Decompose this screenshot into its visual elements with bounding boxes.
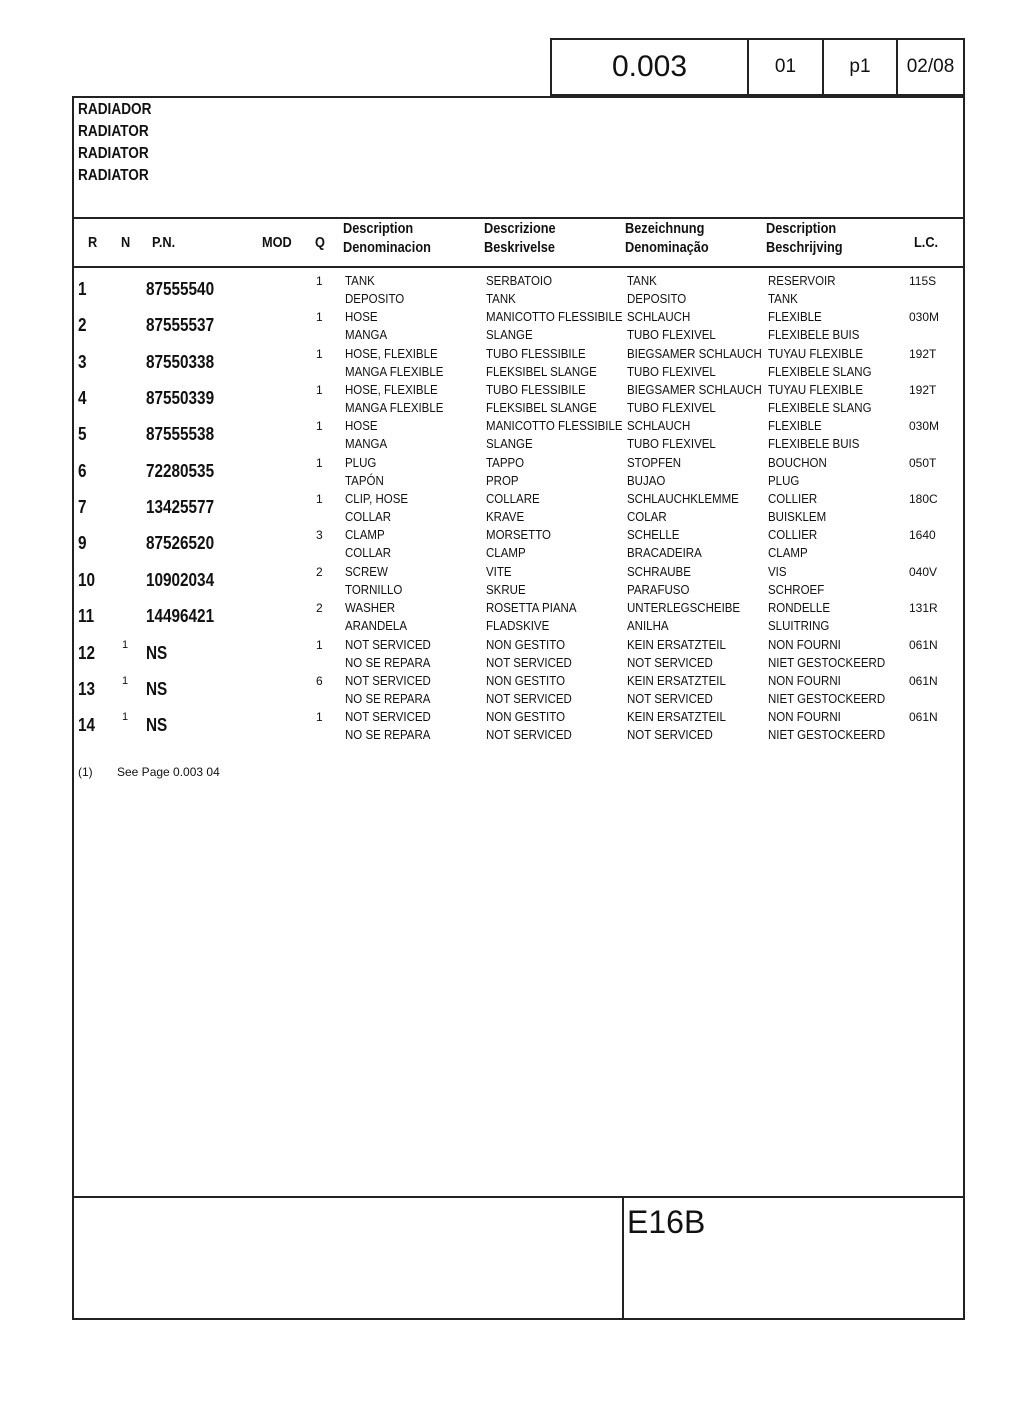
row-desc-da: FLEKSIBEL SLANGE: [486, 364, 597, 379]
row-desc-es: MANGA FLEXIBLE: [345, 364, 444, 379]
revision-date: 02/08: [906, 56, 955, 77]
title-italian: RADIATOR: [78, 145, 149, 162]
table-row: [0, 600, 1024, 636]
row-ref: 5: [78, 424, 87, 445]
row-desc-es: COLLAR: [345, 546, 392, 561]
col-r: R: [88, 235, 98, 251]
table-row: [0, 637, 1024, 673]
row-ref: 4: [78, 388, 87, 409]
row-desc-it: TUBO FLESSIBILE: [486, 383, 586, 398]
row-desc-de: SCHLAUCH: [627, 310, 691, 325]
page-number: p1: [824, 40, 898, 94]
row-desc-en: NOT SERVICED: [345, 710, 431, 725]
col-pn: P.N.: [152, 235, 176, 251]
row-lc: 030M: [909, 419, 940, 434]
row-desc-es: NO SE REPARA: [345, 691, 431, 706]
row-desc-es: MANGA: [345, 328, 388, 343]
row-desc-it: NON GESTITO: [486, 673, 566, 688]
row-desc-en: SCREW: [345, 564, 388, 579]
row-desc-en: PLUG: [345, 455, 377, 470]
row-desc-fr: COLLIER: [768, 492, 818, 507]
row-desc-en: NOT SERVICED: [345, 637, 431, 652]
sheet-number: 01: [749, 40, 824, 94]
row-desc-fr: FLEXIBLE: [768, 419, 822, 434]
row-desc-pt: DEPOSITO: [627, 292, 687, 306]
row-desc-nl: SLUITRING: [768, 619, 830, 634]
row-quantity: 6: [316, 673, 323, 688]
row-desc-fr: TUYAU FLEXIBLE: [768, 383, 864, 398]
row-lc: 115S: [909, 274, 937, 288]
row-lc: 1640: [909, 528, 936, 543]
row-desc-de: KEIN ERSATZTEIL: [627, 710, 726, 725]
row-ref: 2: [78, 315, 87, 336]
row-lc: 050T: [909, 455, 937, 470]
row-part-number: 87555537: [146, 315, 215, 336]
row-ref: 1: [78, 279, 87, 299]
row-desc-de: BIEGSAMER SCHLAUCH: [627, 383, 762, 398]
row-desc-de: SCHLAUCHKLEMME⁠⁠: [627, 492, 739, 507]
row-quantity: 1: [316, 710, 323, 725]
row-quantity: 1: [316, 455, 323, 470]
footnote-text: See Page 0.003 04: [117, 765, 220, 779]
row-part-number: 13425577: [146, 497, 215, 518]
row-desc-pt: NOT SERVICED: [627, 655, 713, 670]
row-part-number: 10902034: [146, 569, 215, 590]
col-desc-nl: Beschrijving: [766, 240, 843, 256]
row-lc: 030M: [909, 310, 940, 325]
row-desc-en: CLAMP: [345, 528, 385, 543]
row-desc-en: HOSE, FLEXIBLE: [345, 346, 438, 361]
row-desc-de: KEIN ERSATZTEIL: [627, 673, 726, 688]
row-desc-de: BIEGSAMER SCHLAUCH: [627, 346, 762, 361]
col-desc-en: Description: [343, 221, 414, 237]
row-desc-es: ARANDELA: [345, 619, 407, 634]
col-q: Q: [315, 235, 325, 251]
table-row: [0, 273, 1024, 309]
row-desc-fr: RESERVOIR: [768, 274, 836, 288]
row-desc-pt: BUJAO: [627, 473, 666, 488]
page-reference: 0.003: [552, 40, 749, 94]
row-desc-en: CLIP, HOSE: [345, 492, 409, 507]
table-row: [0, 309, 1024, 345]
row-desc-fr: RONDELLE: [768, 601, 830, 616]
row-desc-fr: NON FOURNI: [768, 673, 841, 688]
row-desc-es: TORNILLO: [345, 582, 403, 597]
table-row: [0, 673, 1024, 709]
row-desc-fr: NON FOURNI: [768, 710, 841, 725]
col-desc-fr: Description: [766, 221, 837, 237]
row-quantity: 1: [316, 310, 323, 325]
row-desc-fr: NON FOURNI: [768, 637, 841, 652]
row-desc-es: MANGA: [345, 437, 388, 452]
row-desc-en: HOSE, FLEXIBLE: [345, 383, 438, 398]
row-desc-it: MANICOTTO FLESSIBILE: [486, 310, 623, 325]
row-desc-da: SLANGE: [486, 437, 533, 452]
table-row: [0, 418, 1024, 454]
col-desc-de: Bezeichnung: [625, 221, 705, 237]
row-desc-da: PROP: [486, 473, 519, 488]
row-desc-pt: NOT SERVICED: [627, 691, 713, 706]
title-spanish: RADIADOR: [78, 101, 152, 118]
table-row: [0, 527, 1024, 563]
col-mod: MOD: [262, 235, 292, 251]
row-desc-fr: VIS: [768, 564, 787, 579]
row-desc-da: NOT SERVICED: [486, 728, 572, 743]
row-desc-nl: BUISKLEM: [768, 510, 827, 525]
footnote-marker: (1): [78, 765, 93, 779]
row-note: 1: [122, 674, 129, 687]
row-desc-en: WASHER: [345, 601, 396, 616]
row-desc-en: NOT SERVICED: [345, 673, 431, 688]
row-desc-de: SCHLAUCH: [627, 419, 691, 434]
row-desc-it: TUBO FLESSIBILE: [486, 346, 586, 361]
row-desc-nl: PLUG: [768, 473, 800, 488]
row-desc-nl: SCHROEF: [768, 582, 825, 597]
row-lc: 180C: [909, 492, 938, 507]
row-desc-es: COLLAR: [345, 510, 392, 525]
row-desc-de: UNTERLEGSCHEIBE: [627, 601, 741, 616]
row-ref: 14: [78, 715, 96, 736]
row-desc-fr: TUYAU FLEXIBLE: [768, 346, 864, 361]
row-ref: 6: [78, 460, 87, 481]
row-ref: 12: [78, 642, 96, 663]
row-desc-it: NON GESTITO: [486, 710, 566, 725]
row-ref: 11: [78, 606, 95, 627]
row-desc-pt: PARAFUSO: [627, 582, 690, 597]
footer-separator: [622, 1196, 624, 1320]
row-desc-es: MANGA FLEXIBLE: [345, 401, 444, 416]
title-english: RADIATOR: [78, 123, 149, 140]
row-part-number: 87550339: [146, 388, 215, 409]
row-part-number: 87555540: [146, 279, 215, 299]
row-desc-nl: NIET GESTOCKEERD: [768, 728, 886, 743]
row-quantity: 1: [316, 492, 323, 507]
table-row: [0, 455, 1024, 491]
table-row: [0, 564, 1024, 600]
row-note: 1: [122, 711, 129, 724]
row-ref: 9: [78, 533, 87, 554]
row-desc-es: DEPOSITO: [345, 292, 405, 306]
row-desc-it: NON GESTITO: [486, 637, 566, 652]
row-desc-fr: COLLIER: [768, 528, 818, 543]
row-ref: 10: [78, 569, 96, 590]
row-ref: 3: [78, 351, 87, 372]
row-ref: 7: [78, 497, 87, 518]
header-divider: [72, 266, 965, 268]
row-desc-nl: FLEXIBELE SLANG: [768, 364, 872, 379]
row-desc-pt: TUBO FLEXIVEL: [627, 328, 716, 343]
row-desc-da: NOT SERVICED: [486, 691, 572, 706]
row-lc: 061N: [909, 710, 938, 725]
row-desc-pt: BRACADEIRA: [627, 546, 702, 561]
row-desc-de: TANK⁠⁠: [627, 274, 657, 288]
row-desc-de: SCHRAUBE: [627, 564, 691, 579]
row-desc-es: NO SE REPARA: [345, 728, 431, 743]
row-desc-en: HOSE: [345, 310, 378, 325]
row-desc-it: VITE: [486, 564, 512, 579]
row-desc-da: SKRUE: [486, 582, 526, 597]
row-quantity: 1: [316, 419, 323, 434]
page-header: [550, 38, 965, 96]
row-part-number: NS: [146, 678, 168, 699]
row-desc-de: KEIN ERSATZTEIL: [627, 637, 726, 652]
row-desc-nl: FLEXIBELE BUIS: [768, 328, 860, 343]
row-desc-pt: TUBO FLEXIVEL: [627, 364, 716, 379]
row-quantity: 1: [316, 274, 323, 288]
row-desc-nl: FLEXIBELE BUIS: [768, 437, 860, 452]
row-lc: 131R: [909, 601, 938, 616]
row-desc-fr: FLEXIBLE: [768, 310, 822, 325]
row-lc: 040V: [909, 564, 938, 579]
row-part-number: 14496421: [146, 606, 215, 627]
col-desc-da: Beskrivelse: [484, 240, 555, 256]
table-row: [0, 382, 1024, 418]
row-part-number: NS: [146, 642, 168, 663]
row-desc-it: MORSETTO: [486, 528, 551, 543]
col-desc-it: Descrizione: [484, 221, 556, 237]
title-divider: [72, 217, 965, 219]
row-desc-en: HOSE: [345, 419, 378, 434]
row-desc-da: FLEKSIBEL SLANGE: [486, 401, 597, 416]
row-desc-pt: ANILHA: [627, 619, 669, 634]
row-desc-de: STOPFEN: [627, 455, 682, 470]
row-desc-es: NO SE REPARA: [345, 655, 431, 670]
row-desc-da: KRAVE: [486, 510, 525, 525]
row-part-number: 87550338: [146, 351, 215, 372]
footer-code: E16B: [627, 1204, 706, 1240]
row-quantity: 2: [316, 564, 323, 579]
row-desc-da: SLANGE: [486, 328, 533, 343]
row-quantity: 3: [316, 528, 323, 543]
row-lc: 192T: [909, 346, 937, 361]
row-desc-pt: TUBO FLEXIVEL: [627, 437, 716, 452]
row-desc-pt: NOT SERVICED: [627, 728, 713, 743]
col-lc: L.C.: [914, 235, 939, 251]
row-desc-it: SERBATOIO: [486, 274, 553, 288]
row-desc-da: FLADSKIVE: [486, 619, 550, 634]
row-part-number: NS: [146, 715, 168, 736]
table-row: [0, 346, 1024, 382]
row-desc-nl: TANK: [768, 292, 798, 306]
row-lc: 061N: [909, 673, 938, 688]
row-desc-nl: CLAMP: [768, 546, 808, 561]
row-desc-it: MANICOTTO FLESSIBILE: [486, 419, 623, 434]
row-ref: 13: [78, 678, 96, 699]
row-desc-da: TANK: [486, 292, 516, 306]
row-lc: 192T: [909, 383, 937, 398]
row-note: 1: [122, 638, 129, 651]
row-quantity: 1: [316, 637, 323, 652]
row-desc-da: CLAMP: [486, 546, 526, 561]
row-quantity: 2: [316, 601, 323, 616]
row-part-number: 87526520: [146, 533, 215, 554]
table-row: [0, 491, 1024, 527]
row-desc-es: TAPÓN: [345, 473, 384, 488]
row-quantity: 1: [316, 383, 323, 398]
row-desc-de: SCHELLE: [627, 528, 680, 543]
row-desc-it: TAPPO: [486, 455, 525, 470]
row-part-number: 87555538: [146, 424, 215, 445]
row-quantity: 1: [316, 346, 323, 361]
row-desc-nl: NIET GESTOCKEERD: [768, 655, 886, 670]
row-desc-fr: BOUCHON: [768, 455, 827, 470]
col-desc-pt: Denominação: [625, 240, 709, 256]
col-desc-es: Denominacion: [343, 240, 431, 256]
col-n: N: [121, 235, 131, 251]
row-desc-it: COLLARE: [486, 492, 540, 507]
row-desc-en: TANK: [345, 274, 375, 288]
row-desc-it: ROSETTA PIANA: [486, 601, 577, 616]
row-desc-pt: TUBO FLEXIVEL: [627, 401, 716, 416]
title-german: RADIATOR: [78, 167, 149, 184]
row-desc-nl: NIET GESTOCKEERD: [768, 691, 886, 706]
table-row: [0, 709, 1024, 745]
row-desc-da: NOT SERVICED: [486, 655, 572, 670]
row-lc: 061N: [909, 637, 938, 652]
footer-divider: [72, 1196, 965, 1198]
row-part-number: 72280535: [146, 460, 215, 481]
row-desc-nl: FLEXIBELE SLANG: [768, 401, 872, 416]
row-desc-pt: COLAR: [627, 510, 667, 525]
